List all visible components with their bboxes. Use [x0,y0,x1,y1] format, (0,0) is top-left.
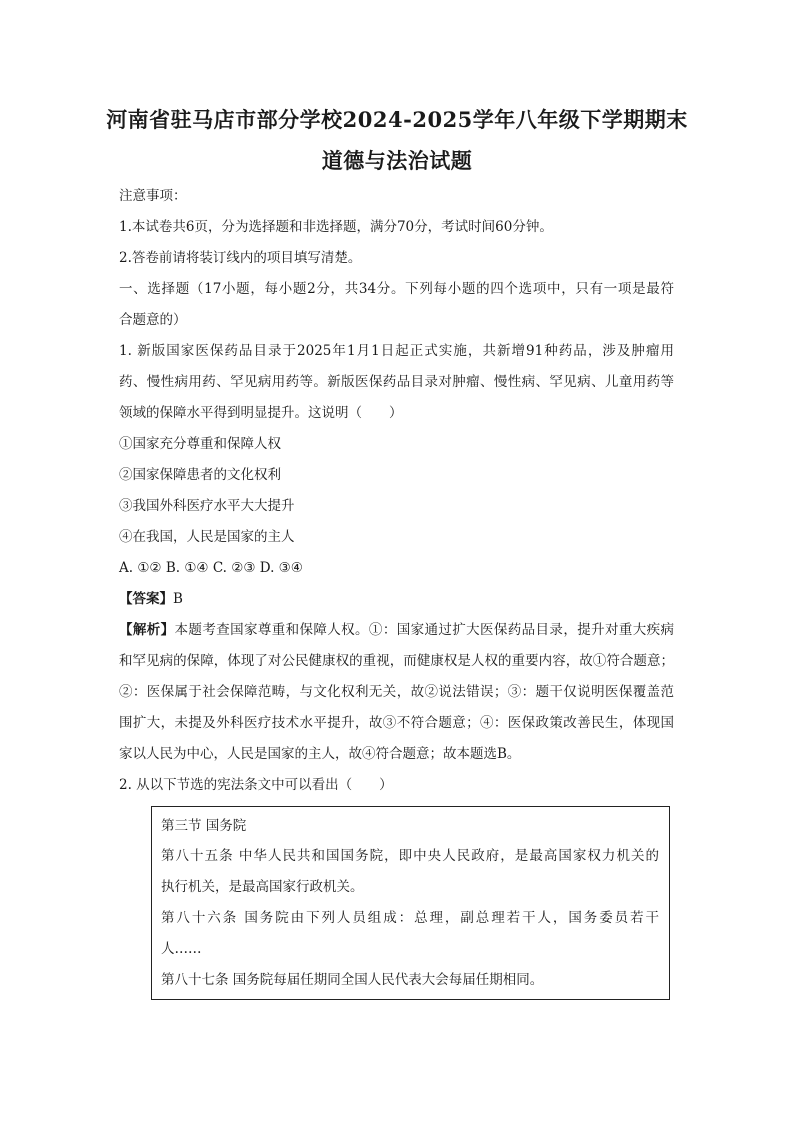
article-85-line1: 第八十五条 中华人民共和国国务院，即中央人民政府，是最高国家权力机关的 [161,848,659,864]
box-section-title: 第三节 国务院 [161,818,247,834]
answer-value: B [173,591,183,607]
q1-analysis-line3: ②：医保属于社会保障范畴，与文化权利无关，故②说法错误；③：题干仅说明医保覆盖范 [119,684,674,700]
q2-stem: 2. 从以下节选的宪法条文中可以看出（ ） [119,777,393,793]
notice-item-2: 2.答卷前请将装订线内的项目填写清楚。 [119,250,362,266]
section1-heading-line2: 合题意的） [119,312,187,328]
notice-heading: 注意事项： [119,188,187,204]
q1-stem-line2: 药、慢性病用药、罕见病用药等。新版医保药品目录对肿瘤、慢性病、罕见病、儿童用药等 [119,374,674,390]
exam-title-line1: 河南省驻马店市部分学校2024-2025学年八年级下学期期末 [106,107,688,132]
answer-label: 【答案】 [119,591,173,607]
q1-stem-line1: 1. 新版国家医保药品目录于2025年1月1日起正式实施，共新增91种药品，涉及肿瘤用 [119,343,674,359]
q1-answer [119,589,183,609]
article-86-line2: 人…… [161,941,202,957]
q1-choices: A. ①② B. ①④ C. ②③ D. ③④ [119,560,303,576]
q1-option-3: ③我国外科医疗水平大大提升 [119,498,295,514]
q1-analysis-line1 [119,620,674,640]
analysis-label: 【解析】 [119,622,175,638]
q1-option-2: ②国家保障患者的文化权利 [119,467,281,483]
constitution-excerpt-box [151,806,670,1000]
analysis-text-1: 本题考查国家尊重和保障人权。①：国家通过扩大医保药品目录，提升对重大疾病 [174,622,675,638]
exam-title-line2: 道德与法治试题 [321,148,473,173]
q1-option-1: ①国家充分尊重和保障人权 [119,436,281,452]
section1-heading-line1: 一、选择题（17小题，每小题2分，共34分。下列每小题的四个选项中，只有一项是最符 [119,281,674,297]
q1-analysis-line4: 围扩大，未提及外科医疗技术水平提升，故③不符合题意；④：医保政策改善民生，体现国 [119,715,674,731]
article-86-line1: 第八十六条 国务院由下列人员组成：总理，副总理若干人，国务委员若干 [161,910,659,926]
notice-item-1: 1.本试卷共6页，分为选择题和非选择题，满分70分，考试时间60分钟。 [119,219,553,235]
q1-option-4: ④在我国，人民是国家的主人 [119,529,295,545]
article-87: 第八十七条 国务院每届任期同全国人民代表大会每届任期相同。 [161,972,544,988]
article-85-line2: 执行机关，是最高国家行政机关。 [161,879,364,895]
q1-stem-line3: 领域的保障水平得到明显提升。这说明（ ） [119,405,403,421]
q1-analysis-line5: 家以人民为中心，人民是国家的主人，故④符合题意；故本题选B。 [119,746,521,762]
q1-analysis-line2: 和罕见病的保障，体现了对公民健康权的重视，而健康权是人权的重要内容，故①符合题意； [119,653,674,669]
